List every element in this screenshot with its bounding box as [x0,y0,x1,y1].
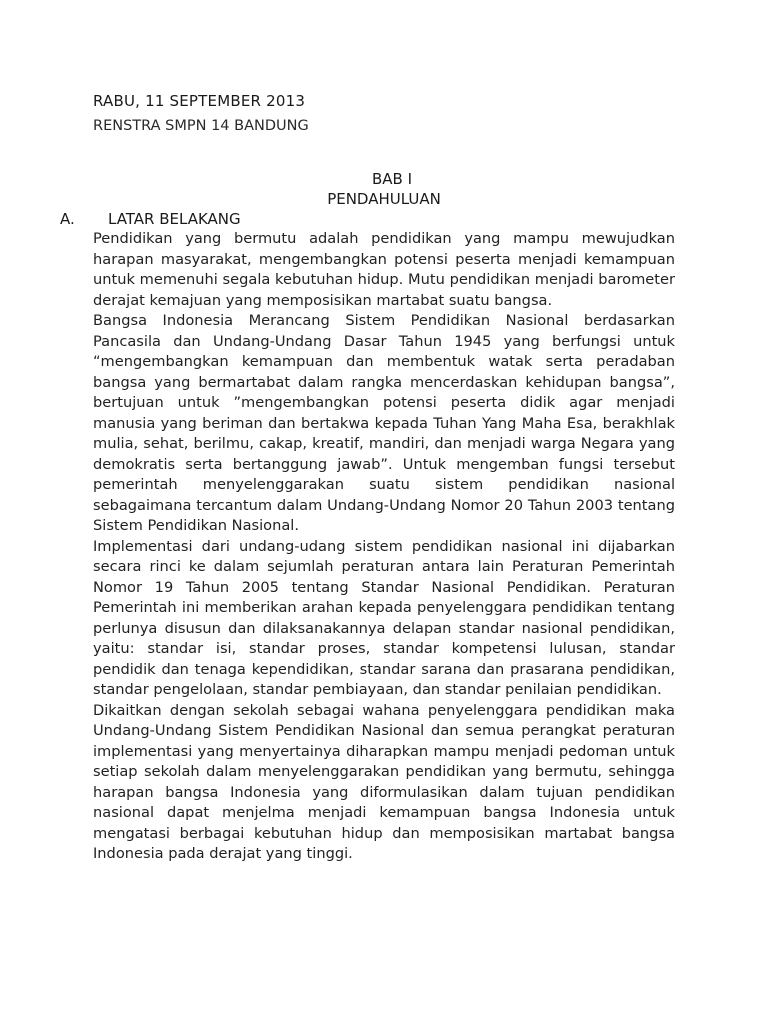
paragraph: Dikaitkan dengan sekolah sebagai wahana penyelenggara pendidikan maka Undang-Undang Sistem Pendidikan Nasional dan semua perangkat peraturan implementasi yang menyertainya diharapkan mampu menjadi pedoman untuk setiap sekolah dalam menyelenggarakan pendidikan yang bermutu, sehingga harapan bangsa Indonesia yang diformulasikan dalam tujuan pendidikan nasional dapat menjelma menjadi kemampuan bangsa Indonesia untuk mengatasi berbagai kebutuhan hidup dan memposisikan martabat bangsa Indonesia pada derajat yang tinggi. [93,701,675,862]
paragraph: Implementasi dari undang-udang sistem pendidikan nasional ini dijabarkan secara rinci ke dalam sejumlah peraturan antara lain Peraturan Pemerintah Nomor 19 Tahun 2005 tentang Standar Nasional Pendidikan. Peraturan Pemerintah ini memberikan arahan kepada penyelenggara pendidikan tentang perlunya disusun dan dilaksanakannya delapan standar nasional pendidikan, yaitu: standar isi, standar proses, standar kompetensi lulusan, standar pendidik dan tenaga kependidikan, standar sarana dan prasarana pendidikan, standar pengelolaan, standar pembiayaan, dan standar penilaian pendidikan. [93,537,675,698]
section-letter: A. [60,210,75,228]
paragraph: Bangsa Indonesia Merancang Sistem Pendidikan Nasional berdasarkan Pancasila dan Undang-Undang Dasar Tahun 1945 yang berfungsi untuk “mengembangkan kemampuan dan membentuk watak serta peradaban bangsa yang bermartabat dalam rangka mencerdaskan kehidupan bangsa”, bertujuan untuk ”mengembangkan potensi peserta didik agar menjadi manusia yang beriman dan bertakwa kepada Tuhan Yang Maha Esa, berakhlak mulia, sehat, berilmu, cakap, kreatif, mandiri, dan menjadi warga Negara yang demokratis serta bertanggung jawab”. Untuk mengemban fungsi tersebut pemerintah menyelenggarakan suatu sistem pendidikan nasional sebagaimana tercantum dalam Undang-Undang Nomor 20 Tahun 2003 tentang Sistem Pendidikan Nasional. [93,312,675,534]
document-subtitle: RENSTRA SMPN 14 BANDUNG [93,118,309,134]
post-date: RABU, 11 SEPTEMBER 2013 [93,92,306,110]
section-title: LATAR BELAKANG [108,210,241,228]
document-body [93,229,675,865]
chapter-title-text: PENDAHULUAN [327,190,441,208]
chapter-number-text: BAB I [371,170,413,188]
chapter-title [0,190,768,208]
section-heading [60,210,241,228]
chapter-number [0,170,768,188]
paragraph: Pendidikan yang bermutu adalah pendidikan yang mampu mewujudkan harapan masyarakat, mengembangkan potensi peserta menjadi kemampuan untuk memenuhi segala kebutuhan hidup. Mutu pendidikan menjadi barometer derajat kemajuan yang memposisikan martabat suatu bangsa. [93,230,675,309]
